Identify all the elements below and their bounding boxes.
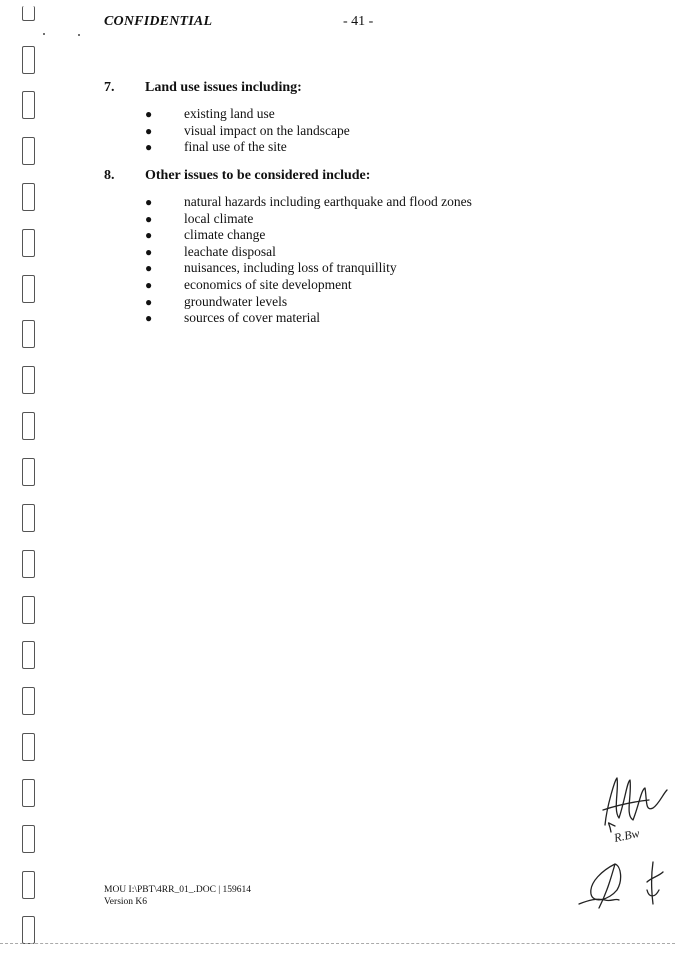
page-number: - 41 - (343, 14, 374, 29)
list-item-text: nuisances, including loss of tranquillity (184, 260, 397, 276)
list-item-text: sources of cover material (184, 310, 321, 326)
handwritten-signatures (575, 770, 675, 920)
footer-version: Version K6 (104, 896, 148, 907)
binder-hole (22, 412, 35, 440)
page-header (0, 14, 675, 38)
bullet-icon: ● (145, 123, 153, 138)
list-item (0, 227, 675, 244)
signature-stroke (603, 800, 649, 810)
bullet-icon: ● (145, 244, 153, 259)
binder-hole (22, 733, 35, 761)
binder-hole (22, 641, 35, 669)
bullet-icon: ● (145, 228, 153, 243)
list-item (0, 123, 675, 140)
bullet-list (0, 194, 675, 327)
section-number: 7. (104, 80, 115, 95)
list-item (0, 260, 675, 277)
section-heading: Other issues to be considered include: (145, 168, 371, 183)
list-item (0, 194, 675, 211)
binder-hole (22, 550, 35, 578)
binder-hole (22, 825, 35, 853)
list-item-text: groundwater levels (184, 293, 288, 309)
binder-hole (22, 687, 35, 715)
binder-hole (22, 916, 35, 944)
binder-hole (22, 871, 35, 899)
bullet-icon: ● (145, 195, 153, 209)
list-item (0, 244, 675, 261)
binder-hole (22, 458, 35, 486)
bullet-icon: ● (145, 311, 153, 326)
bullet-icon: ● (145, 277, 153, 292)
list-item-text: visual impact on the landscape (184, 122, 350, 138)
confidential-label: CONFIDENTIAL (104, 14, 213, 29)
list-item (0, 139, 675, 156)
list-item-text: local climate (184, 210, 254, 226)
list-item-text: final use of the site (184, 139, 287, 155)
binder-hole (22, 46, 35, 74)
document-footer (104, 885, 251, 908)
signature-stroke (591, 864, 621, 908)
binder-hole (22, 504, 35, 532)
list-item (0, 106, 675, 123)
bullet-icon: ● (145, 211, 153, 226)
bullet-icon: ● (145, 261, 153, 276)
scan-speck (43, 33, 45, 35)
page-edge-rule (0, 943, 675, 944)
binder-hole (22, 779, 35, 807)
list-item (0, 277, 675, 294)
signature-stroke (579, 899, 619, 904)
list-item-text: climate change (184, 227, 266, 243)
signature-stroke (647, 862, 663, 904)
scan-speck (78, 34, 80, 36)
section-heading: Land use issues including: (145, 80, 302, 95)
list-item-text: leachate disposal (184, 243, 276, 259)
bullet-icon: ● (145, 140, 153, 155)
list-item-text: existing land use (184, 106, 275, 121)
footer-file-reference: MOU I:\PBT\4RR_01_.DOC | 159614 (104, 885, 252, 895)
bullet-icon: ● (145, 107, 153, 121)
binder-hole (22, 596, 35, 624)
list-item (0, 211, 675, 228)
bullet-list (0, 106, 675, 156)
section-number: 8. (104, 168, 115, 183)
list-item (0, 294, 675, 311)
list-item-text: natural hazards including earthquake and flood zones (184, 194, 472, 209)
list-item (0, 310, 675, 327)
list-item-text: economics of site development (184, 276, 352, 292)
bullet-icon: ● (145, 294, 153, 309)
binder-hole (22, 366, 35, 394)
initials-text: R.Bw (612, 825, 641, 845)
